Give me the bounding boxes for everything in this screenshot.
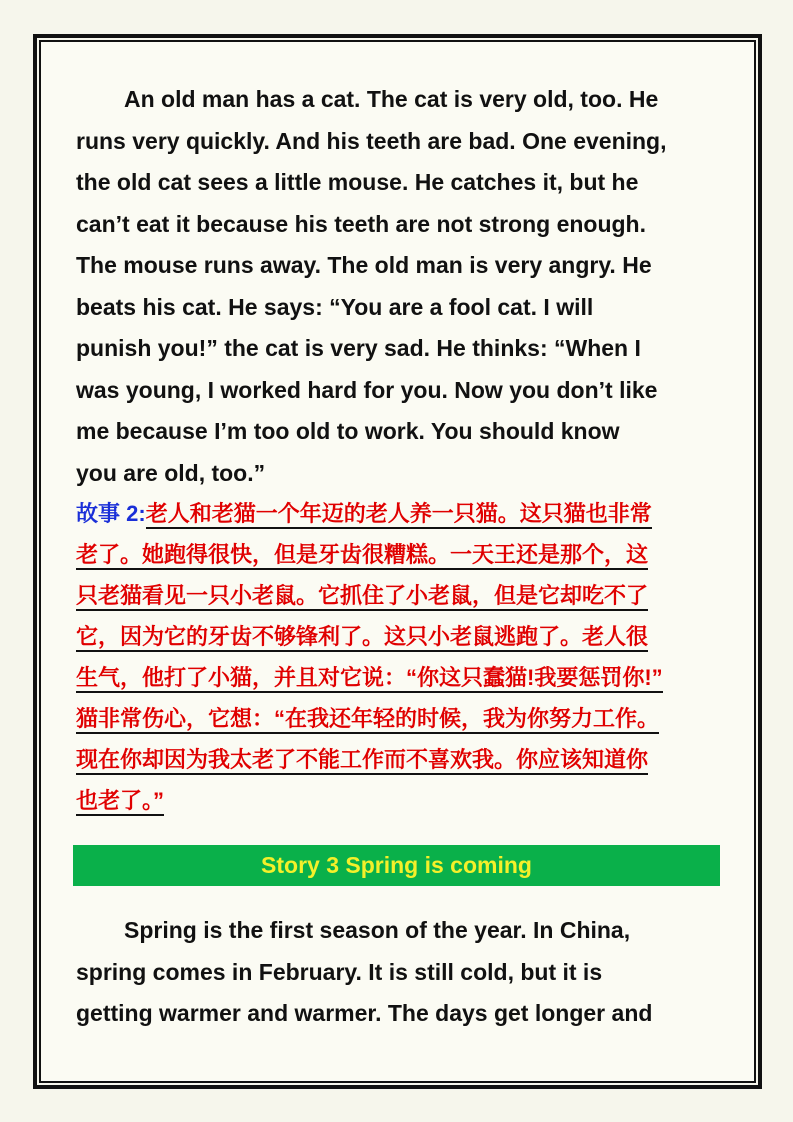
story-2-line: 它，因为它的牙齿不够锋利了。这只小老鼠逃跑了。老人很 — [76, 618, 746, 659]
story-2-line: 生气，他打了小猫，并且对它说：“你这只蠢猫!我要惩罚你!” — [76, 659, 746, 700]
story-1-english-text — [76, 79, 746, 494]
story-1-line: beats his cat. He says: “You are a fool cat. I will — [76, 293, 594, 320]
story-1-line: can’t eat it because his teeth are not strong enough. — [76, 210, 646, 237]
story-2-line: 现在你却因为我太老了不能工作而不喜欢我。你应该知道你 — [76, 741, 746, 782]
story-1-line: An old man has a cat. The cat is very old, too. He — [124, 86, 659, 112]
story-2-line: 猫非常伤心，它想：“在我还年轻的时候，我为你努力工作。 — [76, 700, 746, 741]
story-1-line: was young, I worked hard for you. Now you don’t like — [76, 376, 658, 403]
story-2-label: 故事 2: — [76, 501, 146, 526]
story-3-title-banner — [73, 845, 720, 886]
story-1-line: me because I’m too old to work. You should know — [76, 418, 620, 444]
story-1-line: runs very quickly. And his teeth are bad. One evening, — [76, 127, 667, 154]
story-1-line: The mouse runs away. The old man is very angry. He — [76, 252, 652, 278]
story-3-line: getting warmer and warmer. The days get longer and — [76, 1000, 653, 1026]
story-2-line: 也老了。” — [76, 782, 746, 823]
story-1-line: you are old, too.” — [76, 459, 266, 486]
story-3-line: spring comes in February. It is still cold, but it is — [76, 958, 603, 985]
story-2-line: 老了。她跑得很快，但是牙齿很糟糕。一天王还是那个，这 — [76, 536, 746, 577]
story-2-line: 只老猫看见一只小老鼠。它抓住了小老鼠，但是它却吃不了 — [76, 577, 746, 618]
story-2-line: 故事 2:老人和老猫一个年迈的老人养一只猫。这只猫也非常 — [76, 495, 746, 536]
story-2-chinese-translation — [76, 495, 746, 823]
story-1-line: punish you!” the cat is very sad. He thinks: “When I — [76, 335, 641, 361]
story-3-english-text — [76, 910, 746, 1035]
story-1-line: the old cat sees a little mouse. He catches it, but he — [76, 169, 639, 195]
story-3-title: Story 3 Spring is coming — [261, 852, 532, 878]
story-3-line: Spring is the first season of the year. In China, — [124, 917, 631, 943]
